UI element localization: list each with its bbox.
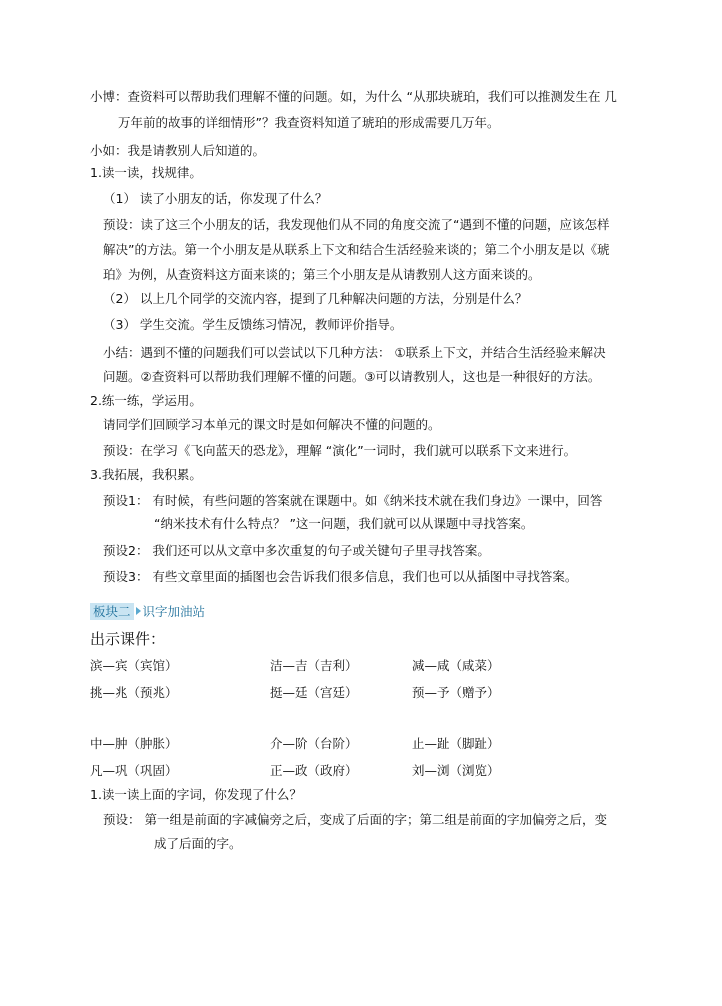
- section-badge: 板块二: [90, 603, 134, 620]
- preset-5: 预设3： 有些文章里面的插图也会告诉我们很多信息，我们也可以从插图中寻找答案。: [103, 569, 578, 584]
- step-2-heading: 2.练一练，学运用。: [90, 393, 202, 408]
- word-pair: 中—肿（肿胀）: [90, 736, 178, 751]
- preset-2: 预设：在学习《飞向蓝天的恐龙》，理解 “演化”一词时，我们就可以联系下文来进行。: [103, 443, 577, 458]
- summary-line2: 问题。②查资料可以帮助我们理解不懂的问题。③可以请教别人，这也是一种很好的方法。: [103, 369, 601, 384]
- step-1-heading: 1.读一读，找规律。: [90, 165, 202, 180]
- step-4-heading: 1.读一读上面的字词，你发现了什么？: [90, 787, 302, 802]
- word-pair: 洁—吉（吉利）: [270, 658, 358, 673]
- dialogue-xiaobo-line1: 小博：查资料可以帮助我们理解不懂的问题。如，为什么 “从那块琥珀，我们可以推测发生在 几: [90, 89, 617, 104]
- word-pair: 挺—廷（宫廷）: [270, 685, 358, 700]
- word-pair: 正—政（政府）: [270, 763, 358, 778]
- question-3: （3） 学生交流。学生反馈练习情况，教师评价指导。: [103, 317, 403, 332]
- preset-6-line2: 成了后面的字。: [154, 836, 242, 851]
- dialogue-xiaoru: 小如：我是请教别人后知道的。: [90, 143, 266, 158]
- word-pair: 预—予（赠予）: [412, 685, 500, 700]
- word-pair: 挑—兆（预兆）: [90, 685, 178, 700]
- question-1: （1） 读了小朋友的话，你发现了什么？: [103, 191, 328, 206]
- dialogue-xiaobo-line2: 万年前的故事的详细情形”？我查资料知道了琥珀的形成需要几万年。: [118, 115, 500, 130]
- section-title: 识字加油站: [142, 604, 206, 619]
- preset-1-line1: 预设：读了这三个小朋友的话，我发现他们从不同的角度交流了“遇到不懂的问题，应该怎样: [103, 217, 610, 232]
- show-courseware-label: 出示课件：: [90, 630, 166, 648]
- word-pair: 滨—宾（宾馆）: [90, 658, 178, 673]
- preset-1-line2: 解决”的方法。第一个小朋友是从联系上下文和结合生活经验来谈的；第二个小朋友是以《琥: [103, 242, 610, 257]
- summary-line1: 小结：遇到不懂的问题我们可以尝试以下几种方法： ①联系上下文，并结合生活经验来解决: [103, 345, 606, 360]
- question-2: （2） 以上几个同学的交流内容，提到了几种解决问题的方法，分别是什么？: [103, 291, 528, 306]
- step-3-heading: 3.我拓展，我积累。: [90, 467, 202, 482]
- word-pair: 介—阶（台阶）: [270, 736, 358, 751]
- word-pair: 减—咸（咸菜）: [412, 658, 500, 673]
- preset-3-line1: 预设1： 有时候，有些问题的答案就在课题中。如《纳米技术就在我们身边》一课中，回答: [103, 493, 603, 508]
- preset-4: 预设2： 我们还可以从文章中多次重复的句子或关键句子里寻找答案。: [103, 543, 490, 558]
- preset-1-line3: 珀》为例，从查资料这方面来谈的；第三个小朋友是从请教别人这方面来谈的。: [103, 267, 541, 282]
- chevron-right-icon: [136, 607, 141, 615]
- preset-3-line2: “纳米技术有什么特点？ ”这一问题，我们就可以从课题中寻找答案。: [154, 516, 534, 531]
- word-pair: 凡—巩（巩固）: [90, 763, 178, 778]
- step-2-instruction: 请同学们回顾学习本单元的课文时是如何解决不懂的问题的。: [103, 417, 441, 432]
- word-pair: 刘—浏（浏览）: [412, 763, 500, 778]
- word-pair: 止—趾（脚趾）: [412, 736, 500, 751]
- preset-6-line1: 预设： 第一组是前面的字减偏旁之后，变成了后面的字；第二组是前面的字加偏旁之后，变: [103, 812, 607, 827]
- section-header: [90, 602, 205, 620]
